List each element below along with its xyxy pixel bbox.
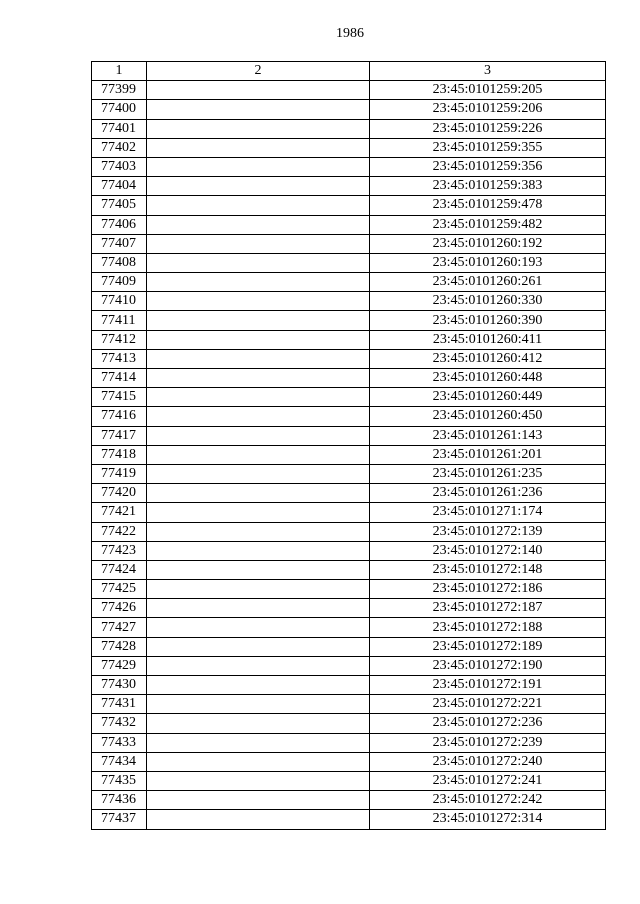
description-cell bbox=[147, 157, 370, 176]
row-number-cell: 77404 bbox=[92, 177, 147, 196]
table-row bbox=[92, 810, 606, 829]
row-number-cell: 77414 bbox=[92, 369, 147, 388]
description-cell bbox=[147, 676, 370, 695]
description-cell bbox=[147, 311, 370, 330]
column-header-2: 2 bbox=[147, 62, 370, 81]
description-cell bbox=[147, 426, 370, 445]
row-number-cell: 77403 bbox=[92, 157, 147, 176]
description-cell bbox=[147, 177, 370, 196]
cadastral-number-cell: 23:45:0101260:192 bbox=[370, 234, 606, 253]
row-number-cell: 77419 bbox=[92, 464, 147, 483]
table-row bbox=[92, 445, 606, 464]
row-number-cell: 77401 bbox=[92, 119, 147, 138]
table-row bbox=[92, 273, 606, 292]
row-number-cell: 77416 bbox=[92, 407, 147, 426]
row-number-cell: 77399 bbox=[92, 81, 147, 100]
description-cell bbox=[147, 752, 370, 771]
registry-table bbox=[91, 61, 606, 830]
table-row bbox=[92, 311, 606, 330]
table-row bbox=[92, 81, 606, 100]
cadastral-number-cell: 23:45:0101260:390 bbox=[370, 311, 606, 330]
table-row bbox=[92, 292, 606, 311]
description-cell bbox=[147, 464, 370, 483]
cadastral-number-cell: 23:45:0101260:448 bbox=[370, 369, 606, 388]
row-number-cell: 77431 bbox=[92, 695, 147, 714]
cadastral-number-cell: 23:45:0101260:449 bbox=[370, 388, 606, 407]
row-number-cell: 77415 bbox=[92, 388, 147, 407]
row-number-cell: 77425 bbox=[92, 580, 147, 599]
row-number-cell: 77424 bbox=[92, 560, 147, 579]
row-number-cell: 77411 bbox=[92, 311, 147, 330]
table-row bbox=[92, 464, 606, 483]
table-row bbox=[92, 234, 606, 253]
cadastral-number-cell: 23:45:0101272:186 bbox=[370, 580, 606, 599]
description-cell bbox=[147, 637, 370, 656]
table-row bbox=[92, 637, 606, 656]
table-row bbox=[92, 196, 606, 215]
table-row bbox=[92, 599, 606, 618]
table-row bbox=[92, 253, 606, 272]
cadastral-number-cell: 23:45:0101272:242 bbox=[370, 791, 606, 810]
table-row bbox=[92, 157, 606, 176]
description-cell bbox=[147, 810, 370, 829]
cadastral-number-cell: 23:45:0101259:355 bbox=[370, 138, 606, 157]
description-cell bbox=[147, 369, 370, 388]
description-cell bbox=[147, 733, 370, 752]
description-cell bbox=[147, 503, 370, 522]
cadastral-number-cell: 23:45:0101261:201 bbox=[370, 445, 606, 464]
description-cell bbox=[147, 656, 370, 675]
cadastral-number-cell: 23:45:0101272:139 bbox=[370, 522, 606, 541]
cadastral-number-cell: 23:45:0101260:411 bbox=[370, 330, 606, 349]
cadastral-number-cell: 23:45:0101259:206 bbox=[370, 100, 606, 119]
cadastral-number-cell: 23:45:0101259:482 bbox=[370, 215, 606, 234]
description-cell bbox=[147, 791, 370, 810]
description-cell bbox=[147, 484, 370, 503]
table-row bbox=[92, 330, 606, 349]
cadastral-number-cell: 23:45:0101259:478 bbox=[370, 196, 606, 215]
row-number-cell: 77434 bbox=[92, 752, 147, 771]
description-cell bbox=[147, 273, 370, 292]
table-row bbox=[92, 138, 606, 157]
table-row bbox=[92, 733, 606, 752]
table-row bbox=[92, 676, 606, 695]
row-number-cell: 77437 bbox=[92, 810, 147, 829]
row-number-cell: 77422 bbox=[92, 522, 147, 541]
cadastral-number-cell: 23:45:0101272:236 bbox=[370, 714, 606, 733]
description-cell bbox=[147, 388, 370, 407]
table-row bbox=[92, 695, 606, 714]
row-number-cell: 77408 bbox=[92, 253, 147, 272]
table-row bbox=[92, 177, 606, 196]
row-number-cell: 77432 bbox=[92, 714, 147, 733]
cadastral-number-cell: 23:45:0101259:356 bbox=[370, 157, 606, 176]
row-number-cell: 77430 bbox=[92, 676, 147, 695]
description-cell bbox=[147, 119, 370, 138]
row-number-cell: 77400 bbox=[92, 100, 147, 119]
table-row bbox=[92, 388, 606, 407]
table-row bbox=[92, 426, 606, 445]
cadastral-number-cell: 23:45:0101272:314 bbox=[370, 810, 606, 829]
row-number-cell: 77421 bbox=[92, 503, 147, 522]
description-cell bbox=[147, 330, 370, 349]
cadastral-number-cell: 23:45:0101261:236 bbox=[370, 484, 606, 503]
table-header bbox=[92, 62, 606, 81]
table-row bbox=[92, 369, 606, 388]
description-cell bbox=[147, 714, 370, 733]
table-row bbox=[92, 580, 606, 599]
cadastral-number-cell: 23:45:0101261:235 bbox=[370, 464, 606, 483]
description-cell bbox=[147, 292, 370, 311]
table-row bbox=[92, 618, 606, 637]
description-cell bbox=[147, 407, 370, 426]
description-cell bbox=[147, 349, 370, 368]
cadastral-number-cell: 23:45:0101271:174 bbox=[370, 503, 606, 522]
cadastral-number-cell: 23:45:0101272:221 bbox=[370, 695, 606, 714]
cadastral-number-cell: 23:45:0101260:261 bbox=[370, 273, 606, 292]
cadastral-number-cell: 23:45:0101272:191 bbox=[370, 676, 606, 695]
row-number-cell: 77418 bbox=[92, 445, 147, 464]
cadastral-number-cell: 23:45:0101259:226 bbox=[370, 119, 606, 138]
row-number-cell: 77436 bbox=[92, 791, 147, 810]
table-row bbox=[92, 541, 606, 560]
description-cell bbox=[147, 771, 370, 790]
column-header-1: 1 bbox=[92, 62, 147, 81]
description-cell bbox=[147, 253, 370, 272]
table-row bbox=[92, 215, 606, 234]
cadastral-number-cell: 23:45:0101260:450 bbox=[370, 407, 606, 426]
cadastral-number-cell: 23:45:0101272:240 bbox=[370, 752, 606, 771]
description-cell bbox=[147, 618, 370, 637]
row-number-cell: 77423 bbox=[92, 541, 147, 560]
table-row bbox=[92, 771, 606, 790]
header-row bbox=[92, 62, 606, 81]
description-cell bbox=[147, 580, 370, 599]
cadastral-number-cell: 23:45:0101272:239 bbox=[370, 733, 606, 752]
description-cell bbox=[147, 522, 370, 541]
table-row bbox=[92, 503, 606, 522]
table-row bbox=[92, 656, 606, 675]
row-number-cell: 77417 bbox=[92, 426, 147, 445]
table-row bbox=[92, 349, 606, 368]
description-cell bbox=[147, 81, 370, 100]
table-row bbox=[92, 714, 606, 733]
column-header-3: 3 bbox=[370, 62, 606, 81]
cadastral-number-cell: 23:45:0101260:330 bbox=[370, 292, 606, 311]
row-number-cell: 77402 bbox=[92, 138, 147, 157]
cadastral-number-cell: 23:45:0101272:189 bbox=[370, 637, 606, 656]
table-row bbox=[92, 791, 606, 810]
description-cell bbox=[147, 599, 370, 618]
table-row bbox=[92, 119, 606, 138]
row-number-cell: 77420 bbox=[92, 484, 147, 503]
row-number-cell: 77428 bbox=[92, 637, 147, 656]
cadastral-number-cell: 23:45:0101272:187 bbox=[370, 599, 606, 618]
description-cell bbox=[147, 445, 370, 464]
table-row bbox=[92, 484, 606, 503]
cadastral-number-cell: 23:45:0101272:241 bbox=[370, 771, 606, 790]
description-cell bbox=[147, 541, 370, 560]
description-cell bbox=[147, 196, 370, 215]
cadastral-number-cell: 23:45:0101259:205 bbox=[370, 81, 606, 100]
table-row bbox=[92, 407, 606, 426]
table-row bbox=[92, 560, 606, 579]
cadastral-number-cell: 23:45:0101260:412 bbox=[370, 349, 606, 368]
row-number-cell: 77433 bbox=[92, 733, 147, 752]
description-cell bbox=[147, 138, 370, 157]
table-body bbox=[92, 81, 606, 829]
cadastral-number-cell: 23:45:0101272:140 bbox=[370, 541, 606, 560]
cadastral-number-cell: 23:45:0101259:383 bbox=[370, 177, 606, 196]
cadastral-number-cell: 23:45:0101260:193 bbox=[370, 253, 606, 272]
cadastral-number-cell: 23:45:0101272:148 bbox=[370, 560, 606, 579]
row-number-cell: 77426 bbox=[92, 599, 147, 618]
row-number-cell: 77427 bbox=[92, 618, 147, 637]
table-row bbox=[92, 752, 606, 771]
row-number-cell: 77407 bbox=[92, 234, 147, 253]
page-number: 1986 bbox=[336, 26, 364, 41]
row-number-cell: 77429 bbox=[92, 656, 147, 675]
description-cell bbox=[147, 560, 370, 579]
cadastral-number-cell: 23:45:0101272:188 bbox=[370, 618, 606, 637]
row-number-cell: 77405 bbox=[92, 196, 147, 215]
row-number-cell: 77413 bbox=[92, 349, 147, 368]
row-number-cell: 77435 bbox=[92, 771, 147, 790]
description-cell bbox=[147, 215, 370, 234]
table-row bbox=[92, 522, 606, 541]
description-cell bbox=[147, 100, 370, 119]
cadastral-number-cell: 23:45:0101272:190 bbox=[370, 656, 606, 675]
row-number-cell: 77406 bbox=[92, 215, 147, 234]
table-row bbox=[92, 100, 606, 119]
row-number-cell: 77409 bbox=[92, 273, 147, 292]
row-number-cell: 77412 bbox=[92, 330, 147, 349]
description-cell bbox=[147, 695, 370, 714]
description-cell bbox=[147, 234, 370, 253]
cadastral-number-cell: 23:45:0101261:143 bbox=[370, 426, 606, 445]
row-number-cell: 77410 bbox=[92, 292, 147, 311]
